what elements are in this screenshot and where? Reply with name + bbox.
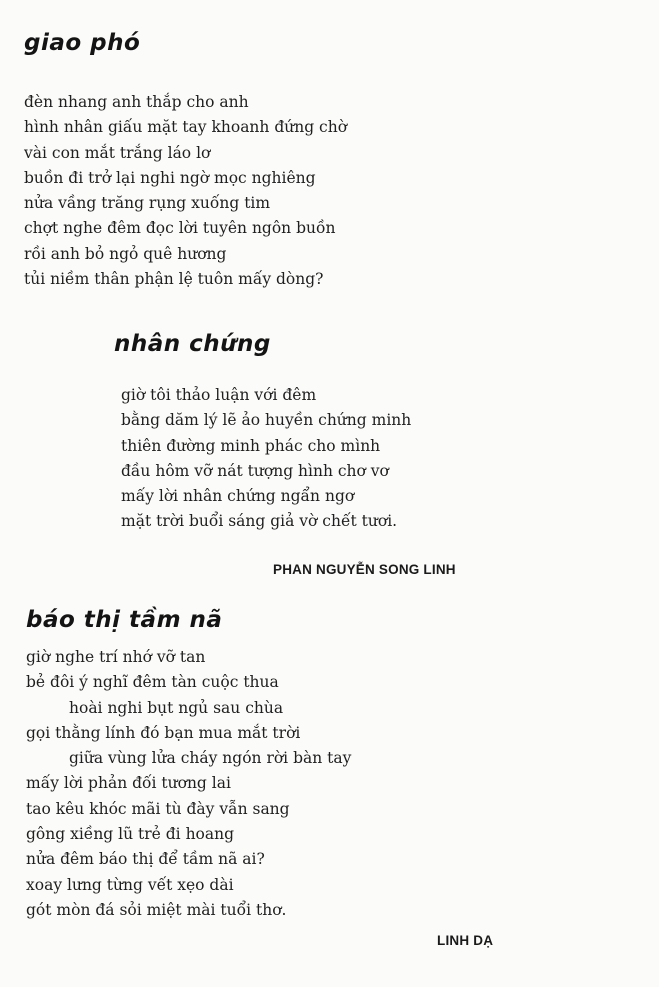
poem-line: giờ nghe trí nhớ vỡ tan [26, 648, 206, 666]
poem-line: bẻ đôi ý nghĩ đêm tàn cuộc thua [26, 673, 279, 692]
poem-line: tao kêu khóc mãi tù đày vẫn sang [26, 799, 290, 818]
poem-body [26, 645, 351, 923]
poem-line: đèn nhang anh thắp cho anh [24, 93, 249, 111]
poem-line: mấy lời nhân chứng ngẩn ngơ [121, 487, 355, 506]
poem-line: gót mòn đá sỏi miệt mài tuổi thơ. [26, 900, 287, 919]
poem-line: mặt trời buổi sáng giả vờ chết tươi. [121, 512, 398, 531]
poem-line: chợt nghe đêm đọc lời tuyên ngôn buồn [24, 219, 336, 238]
poem-body [121, 383, 411, 535]
author-name: LINH DẠ [437, 933, 494, 948]
poem-line: vài con mắt trắng láo lơ [24, 143, 211, 162]
poem-line: mấy lời phản đối tương lai [26, 774, 231, 793]
poem-line: nửa đêm báo thị để tầm nã ai? [26, 850, 265, 869]
poem-line-indented: hoài nghi bụt ngủ sau chùa [69, 698, 284, 717]
poem-line: giờ tôi thảo luận với đêm [121, 386, 317, 404]
poem-line-indented: giữa vùng lửa cháy ngón rời bàn tay [69, 749, 352, 768]
poem-line: xoay lưng từng vết xẹo dài [26, 875, 234, 894]
poem-title: giao phó [24, 30, 141, 56]
poem-line: rồi anh bỏ ngỏ quê hương [24, 244, 227, 263]
poem-title: báo thị tầm nã [26, 607, 223, 633]
poem-line: thiên đường minh phác cho mình [121, 436, 381, 455]
poem-line: đầu hôm vỡ nát tượng hình chơ vơ [121, 461, 389, 480]
poem-body [24, 90, 347, 292]
poem-line: gông xiềng lũ trẻ đi hoang [26, 825, 235, 844]
poem-line: buồn đi trở lại nghi ngờ mọc nghiêng [24, 168, 316, 187]
poem-line: gọi thằng lính đó bạn mua mắt trời [26, 723, 301, 742]
poem-line: tủi niềm thân phận lệ tuôn mấy dòng? [24, 270, 324, 289]
poem-line: nửa vầng trăng rụng xuống tim [24, 194, 271, 213]
author-name: PHAN NGUYỄN SONG LINH [273, 562, 456, 577]
poem-title: nhân chứng [114, 331, 271, 357]
poem-line: hình nhân giấu mặt tay khoanh đứng chờ [24, 118, 348, 137]
poem-line: bằng dăm lý lẽ ảo huyền chứng minh [121, 411, 412, 430]
